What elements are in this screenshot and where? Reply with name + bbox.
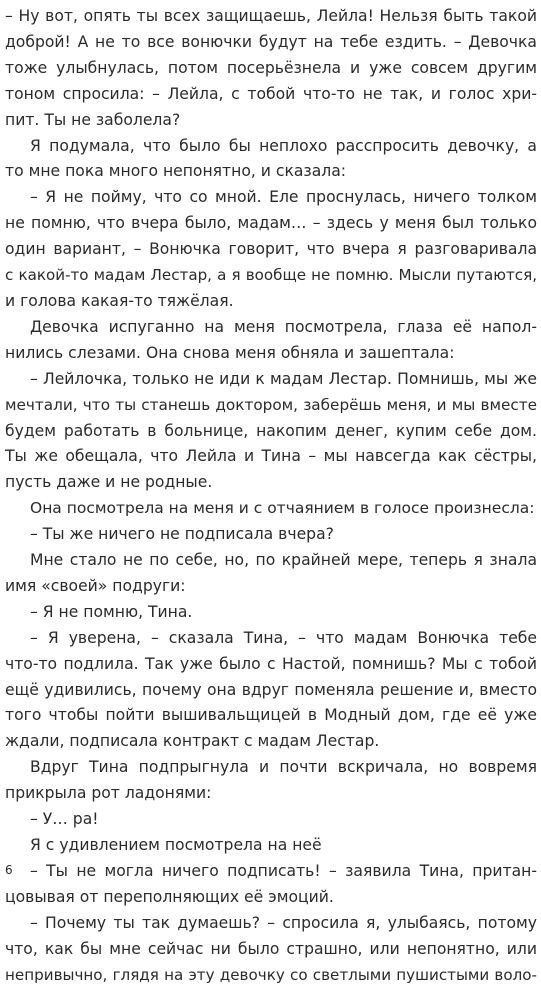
text-line: – Почему ты так думаешь? – спросила я, улыбаясь, потому	[30, 913, 537, 932]
text-line: Вдруг Тина подпрыгнула и почти вскричала, но вовремя	[30, 758, 537, 777]
text-line: пит. Ты не заболела?	[5, 110, 181, 129]
text-line: то мне пока много непонятно, и сказала:	[5, 162, 347, 181]
text-line: – Я не помню, Тина.	[30, 602, 193, 621]
text-line: что-то подлила. Так уже было с Настой, помнишь? Мы с тобой	[5, 654, 537, 673]
text-line: будем работать в больнице, накопим денег, купим себе дом.	[5, 421, 537, 440]
text-line: – У… ра!	[30, 810, 99, 829]
text-line: – Ты не могла ничего подписать! – заявила Тина, притан-	[30, 861, 537, 880]
text-line: прикрыла рот ладонями:	[5, 784, 212, 803]
text-line: того чтобы пойти вышивальщицей в Модный дом, где её уже	[5, 706, 537, 725]
text-line: доброй! А не то все вонючки будут на тебе ездить. – Девочка	[5, 32, 537, 51]
text-line: Мне стало не по себе, но, по крайней мере, теперь я знала	[30, 551, 537, 570]
text-line: – Я не пойму, что со мной. Еле проснулась, ничего толком	[30, 188, 537, 207]
text-line: и голова какая-то тяжёлая.	[5, 291, 234, 310]
text-line: Я с удивлением посмотрела на неё	[30, 836, 322, 854]
text-line: с какой-то мадам Лестар, а я вообще не помню. Мысли путаются,	[5, 266, 537, 285]
text-line: Я подумала, что было бы неплохо расспросить девочку, а	[30, 136, 537, 155]
text-line: – Лейлочка, только не иди к мадам Лестар. Помнишь, мы же	[30, 369, 537, 388]
text-line: ещё удивились, почему она вдруг поменяла решение и, вместо	[5, 680, 537, 699]
text-line: имя «своей» подруги:	[5, 576, 186, 595]
text-line: тоже улыбнулась, потом посерьёзнела и уже совсем другим	[5, 58, 537, 77]
text-line: мечтали, что ты станешь доктором, заберёшь меня, и мы вместе	[5, 395, 537, 414]
text-line: один вариант, – Вонючка говорит, что вчера я разговаривала	[5, 240, 537, 259]
text-line: не помню, что вчера было, мадам… – здесь у меня был только	[5, 214, 537, 233]
text-line: что, как бы мне сейчас ни было страшно, или непонятно, или	[5, 939, 537, 958]
text-line: пусть даже и не родные.	[5, 473, 213, 492]
text-line: ждали, подписала контракт с мадам Лестар.	[5, 732, 380, 751]
page-number: 6	[5, 863, 13, 877]
text-line: тоном спросила: – Лейла, с тобой что-то не так, и голос хри-	[5, 84, 537, 103]
text-line: цовывая от переполняющих её эмоций.	[5, 887, 334, 906]
book-page-text	[5, 4, 537, 988]
text-line: Она посмотрела на меня и с отчаянием в голосе произнесла:	[30, 499, 535, 518]
text-line: Ты же обещала, что Лейла и Тина – мы навсегда как сёстры,	[5, 447, 537, 466]
text-line: – Ну вот, опять ты всех защищаешь, Лейла! Нельзя быть такой	[5, 7, 537, 25]
text-line: – Ты же ничего не подписала вчера?	[30, 525, 334, 544]
text-line: – Я уверена, – сказала Тина, – что мадам Вонючка тебе	[30, 628, 537, 647]
text-line: нились слезами. Она снова меня обняла и зашептала:	[5, 343, 455, 362]
text-line: Девочка испуганно на меня посмотрела, глаза её напол-	[30, 317, 537, 336]
text-line: непривычно, глядя на эту девочку со светлыми пушистыми воло-	[5, 965, 537, 984]
